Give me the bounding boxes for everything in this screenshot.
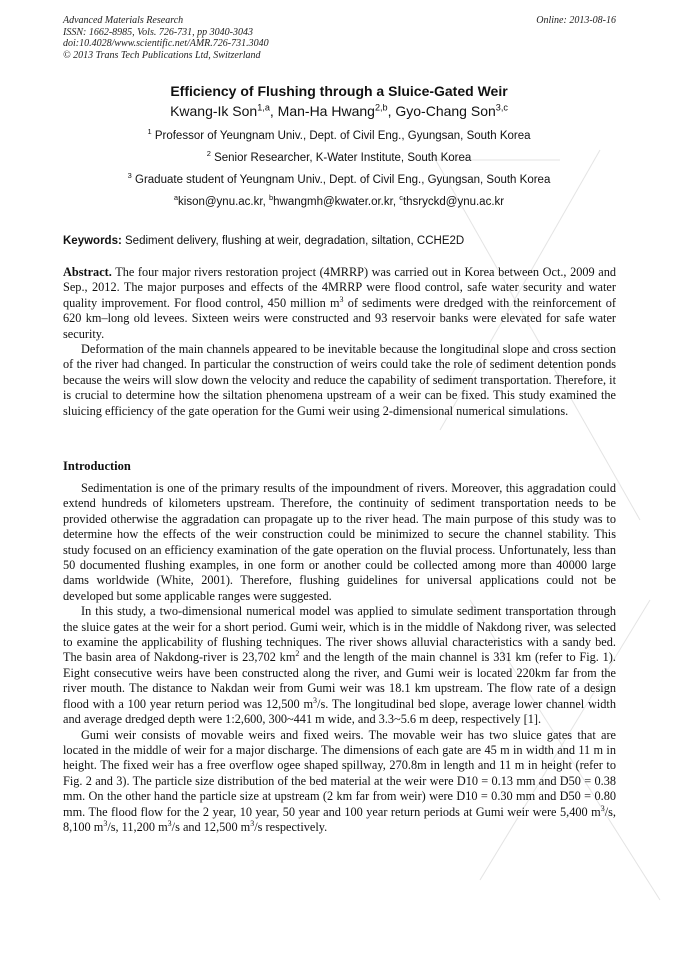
online-date: Online: 2013-08-16	[536, 15, 616, 26]
email-sup: a	[173, 193, 179, 203]
superscript: 3	[339, 294, 344, 304]
abstract-label: Abstract.	[63, 265, 112, 279]
paper-title: Efficiency of Flushing through a Sluice-Gated Weir	[170, 83, 508, 99]
affiliation-text: Professor of Yeungnam Univ., Dept. of Civil Eng., Gyungsan, South Korea	[154, 130, 531, 142]
text-run: /s respectively.	[254, 819, 328, 834]
text-run: Gumi weir consists of movable weirs and fixed weirs. The movable weir has two sluice gates that are located in the middle of weir for a major discharge. The dimensions of each gate are 45 m in width and 11 m in height. The fixed weir has a free overflow ogee shaped spillway, 270.8m in length and 11 m in height (refer to Fig. 2 and 3). The particle size distribution of the bed material at the weir were D10 = 0.13 mm and D50 = 0.38 mm. On the other hand the particle size at upstream (2 km far from weir) were D10 = 0.30 mm and D50 = 0.80 mm. The flood flow for the 2 year, 10 year, 50 year and 100 year return periods at Gumi weir were 5,400 m	[63, 727, 616, 819]
journal-header	[63, 15, 616, 61]
author-sep: ,	[269, 103, 278, 119]
affiliation-text: Senior Researcher, K-Water Institute, South Korea	[214, 152, 472, 164]
keywords-label: Keywords:	[63, 235, 122, 247]
text-run: /s, 8,100 m	[63, 804, 616, 834]
affiliation-number: 3	[127, 171, 132, 181]
text-run: of sediments were dredged with the reinforcement of 620 km–long old levees. Sixteen weirs were constructed and 93 reservoir banks were elevated for safe water security.	[63, 295, 616, 341]
journal-name: Advanced Materials Research	[63, 15, 184, 26]
text-run: /s and 12,500 m	[171, 819, 251, 834]
affiliation-text: Graduate student of Yeungnam Univ., Dept. of Civil Eng., Gyungsan, South Korea	[135, 174, 551, 186]
intro-paragraph-1: Sedimentation is one of the primary results of the impoundment of rivers. Moreover, this aggradation could extend hundreds of kilometers upstream. Therefore, the continuity of sediment transportation needs to be provided otherwise the aggradation can propagate up to the river head. The main purpose of this study was to determine how the effects of the weir construction could be minimized to secure the channel stability. This study focused on an efficiency examination of the gate operation on the fluvial process. Unfortunately, less than 50 documented flushing examples, in one form or another could be collected among more than 40000 large dams worldwide (White, 2001). Therefore, flushing guidelines for universal applications could not be developed but some applicable ranges were suggested.	[63, 481, 616, 603]
introduction-body	[63, 481, 616, 835]
affiliation-number: 2	[206, 149, 211, 159]
superscript: 3	[250, 818, 255, 828]
abstract	[63, 265, 616, 419]
text-run: In this study, a two-dimensional numerical model was applied to simulate sediment transportation through the sluice gates at the weir for a short period. Gumi weir, which is in the middle of Nakdong river, was selected to examine the applicability of flushing techniques. The river shows alluvial characteristics with a sandy bed. The basin area of Nakdong-river is 23,702 km	[63, 604, 616, 665]
keywords-text: Sediment delivery, flushing at weir, degradation, siltation, CCHE2D	[125, 235, 465, 247]
affiliation-3	[0, 171, 678, 186]
superscript: 3	[103, 818, 108, 828]
text-run: The four major rivers restoration project (4MRRP) was carried out in Korea between Oct., 2009 and Sep., 2012. The major purposes and effects of the 4MRRP were flood control, safe water security and water quality improvement. For flood control, 450 million m	[63, 265, 616, 310]
author-name: Gyo-Chang Son	[395, 103, 496, 119]
email-sup: c	[399, 193, 403, 203]
author-sup: 3,c	[495, 102, 508, 113]
abstract-paragraph-2: Deformation of the main channels appeared to be inevitable because the longitudinal slope and cross section of the river had changed. In particular the construction of weirs could take the role of sediment detention ponds because the weirs will slow down the velocity and reduce the capability of sediment transportation. Therefore, it is crucial to determine how the siltation phenomena upstream of a weir can be fixed. This study examined the sluicing efficiency of the gate operation for the Gumi weir using 2-dimensional numerical simulations.	[63, 342, 616, 418]
author-sep: ,	[387, 103, 396, 119]
email-address[interactable]: kison@ynu.ac.kr	[178, 196, 263, 208]
affiliation-number: 1	[147, 127, 152, 137]
issn: ISSN: 1662-8985, Vols. 726-731, pp 3040-3043	[63, 26, 253, 38]
intro-paragraph-2	[63, 604, 616, 727]
author-name: Man-Ha Hwang	[277, 103, 375, 119]
email-sup: b	[268, 193, 274, 203]
superscript: 3	[167, 818, 172, 828]
superscript: 2	[295, 649, 300, 659]
text-run: and the length of the main channel is 331 km (refer to Fig. 1). Eight consecutive weirs have been constructed along the river, and Gumi weir is located 220km far from the river mouth. The distance to Nakdan weir from Gumi weir was 18.1 km upstream. The flow rate of a design flood with a 100 year return period was 12,500 m	[63, 650, 616, 711]
text-run: /s, 11,200 m	[107, 819, 168, 834]
keywords	[63, 235, 616, 247]
author-sup: 2,b	[374, 102, 388, 113]
author-name: Kwang-Ik Son	[170, 103, 258, 119]
email-sep: ,	[392, 196, 400, 208]
affiliation-2	[0, 149, 678, 164]
text-run: /s. The longitudinal bed slope, average lower channel width and average dredged depth were 1:2,600, 300~441 m wide, and 3.3~5.6 m deep, respectively [1].	[63, 696, 616, 727]
email-sep: ,	[262, 196, 269, 208]
superscript: 3	[313, 695, 318, 705]
section-heading-introduction: Introduction	[63, 459, 131, 473]
author-sup: 1,a	[257, 102, 270, 113]
doi: doi:10.4028/www.scientific.net/AMR.726-731.3040	[63, 38, 269, 49]
email-address[interactable]: thsryckd@ynu.ac.kr	[402, 196, 505, 208]
copyright: © 2013 Trans Tech Publications Ltd, Switzerland	[63, 49, 261, 61]
email-list	[0, 193, 678, 208]
abstract-paragraph-1	[63, 265, 616, 342]
email-address[interactable]: hwangmh@kwater.or.kr	[273, 196, 393, 208]
affiliation-1	[0, 127, 678, 142]
intro-paragraph-3	[63, 728, 616, 836]
author-list	[0, 103, 678, 119]
superscript: 3	[600, 803, 605, 813]
